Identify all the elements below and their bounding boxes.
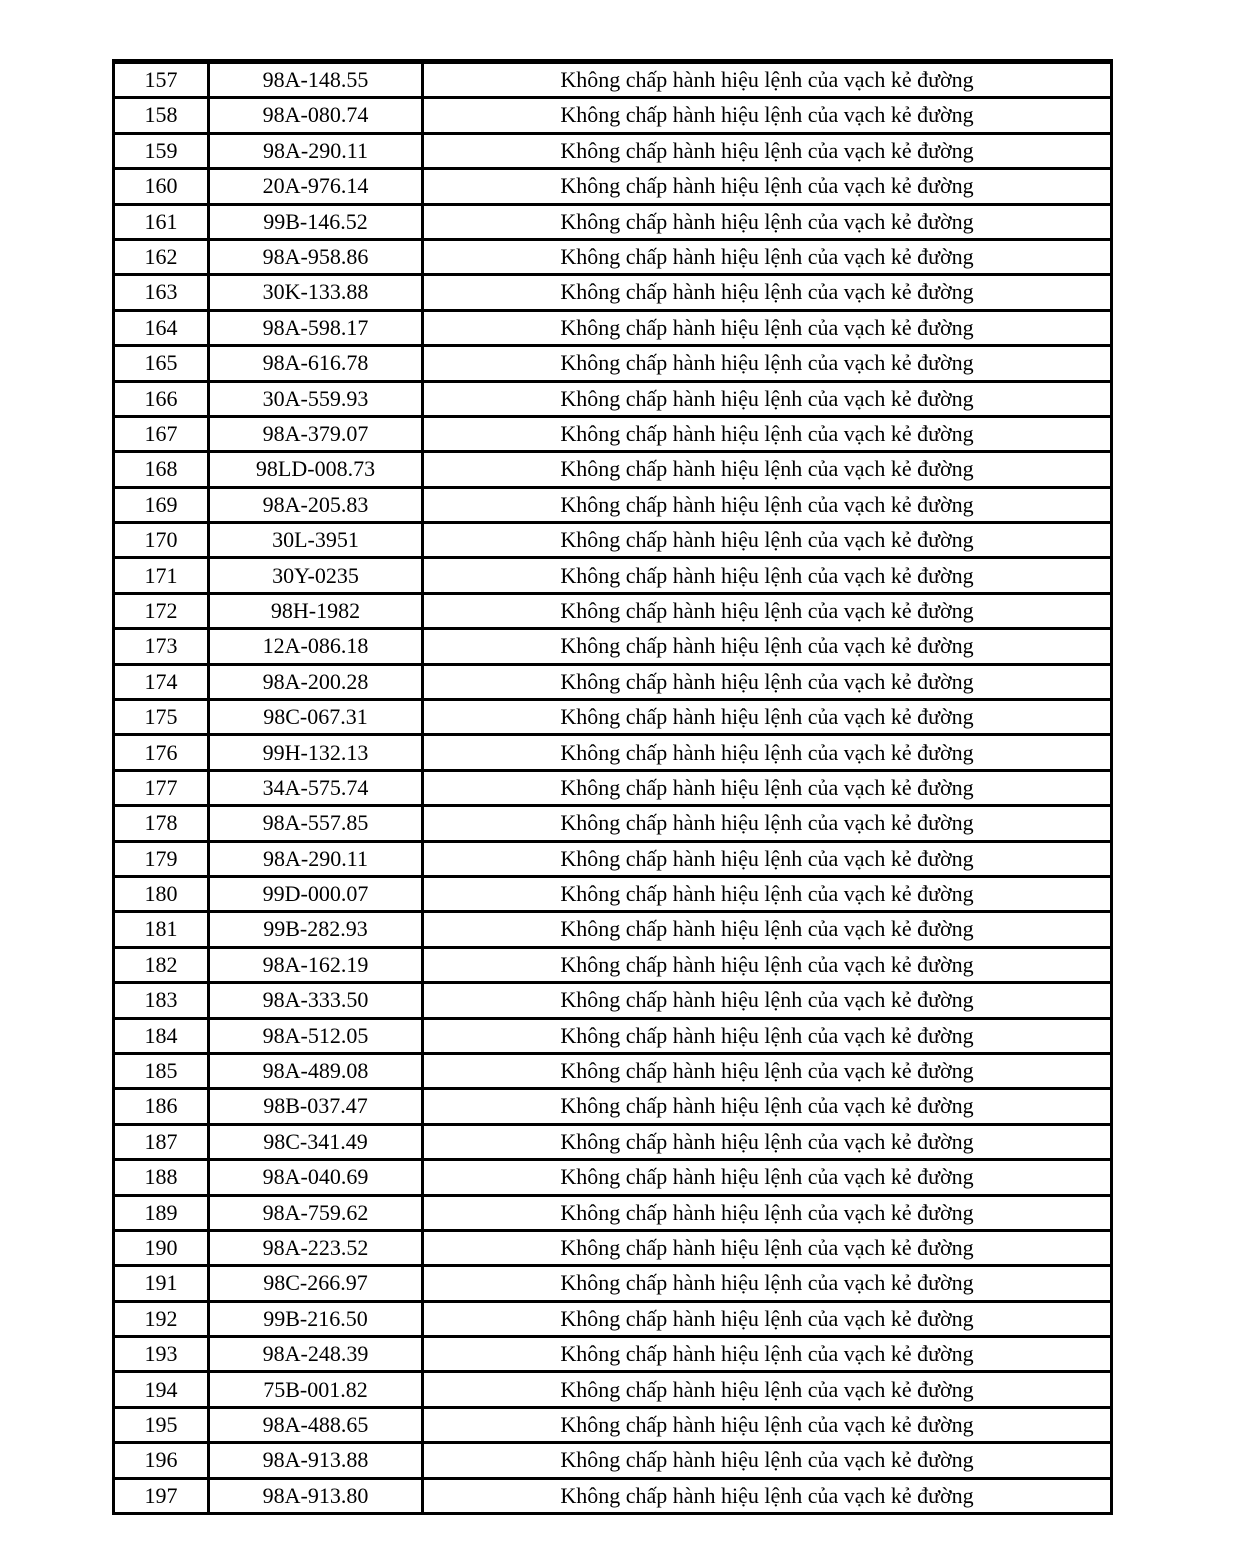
violation-cell: Không chấp hành hiệu lệnh của vạch kẻ đường [423,735,1112,770]
violation-cell: Không chấp hành hiệu lệnh của vạch kẻ đường [423,770,1112,805]
plate-cell: 98A-205.83 [209,487,423,522]
table-row [114,806,1112,841]
row-number-cell: 170 [114,523,209,558]
table-row [114,416,1112,451]
table-row [114,983,1112,1018]
violation-cell: Không chấp hành hiệu lệnh của vạch kẻ đường [423,1160,1112,1195]
row-number-cell: 184 [114,1018,209,1053]
table-row [114,1195,1112,1230]
plate-cell: 98A-200.28 [209,664,423,699]
plate-cell: 98A-040.69 [209,1160,423,1195]
table-row [114,381,1112,416]
table-row [114,1124,1112,1159]
violation-cell: Không chấp hành hiệu lệnh của vạch kẻ đường [423,1443,1112,1478]
row-number-cell: 169 [114,487,209,522]
violation-cell: Không chấp hành hiệu lệnh của vạch kẻ đường [423,98,1112,133]
plate-cell: 98A-557.85 [209,806,423,841]
row-number-cell: 176 [114,735,209,770]
violation-cell: Không chấp hành hiệu lệnh của vạch kẻ đường [423,523,1112,558]
violation-cell: Không chấp hành hiệu lệnh của vạch kẻ đường [423,806,1112,841]
plate-cell: 30Y-0235 [209,558,423,593]
plate-cell: 98A-759.62 [209,1195,423,1230]
plate-cell: 75B-001.82 [209,1372,423,1407]
plate-cell: 98A-598.17 [209,310,423,345]
row-number-cell: 161 [114,204,209,239]
table-row [114,700,1112,735]
plate-cell: 30A-559.93 [209,381,423,416]
row-number-cell: 195 [114,1407,209,1442]
plate-cell: 99H-132.13 [209,735,423,770]
violation-cell: Không chấp hành hiệu lệnh của vạch kẻ đường [423,169,1112,204]
row-number-cell: 189 [114,1195,209,1230]
row-number-cell: 185 [114,1053,209,1088]
row-number-cell: 183 [114,983,209,1018]
violation-cell: Không chấp hành hiệu lệnh của vạch kẻ đường [423,1372,1112,1407]
row-number-cell: 177 [114,770,209,805]
plate-cell: 99D-000.07 [209,876,423,911]
plate-cell: 98C-341.49 [209,1124,423,1159]
table-row [114,1230,1112,1265]
row-number-cell: 165 [114,346,209,381]
row-number-cell: 188 [114,1160,209,1195]
violation-cell: Không chấp hành hiệu lệnh của vạch kẻ đường [423,1478,1112,1513]
table-row [114,1478,1112,1513]
table-row [114,735,1112,770]
violation-cell: Không chấp hành hiệu lệnh của vạch kẻ đường [423,558,1112,593]
row-number-cell: 168 [114,452,209,487]
violation-cell: Không chấp hành hiệu lệnh của vạch kẻ đường [423,1195,1112,1230]
violation-cell: Không chấp hành hiệu lệnh của vạch kẻ đường [423,452,1112,487]
row-number-cell: 179 [114,841,209,876]
plate-cell: 98A-333.50 [209,983,423,1018]
table-row [114,1160,1112,1195]
plate-cell: 98A-512.05 [209,1018,423,1053]
table-row [114,876,1112,911]
violation-cell: Không chấp hành hiệu lệnh của vạch kẻ đường [423,664,1112,699]
table-row [114,841,1112,876]
table-row [114,62,1112,98]
violation-cell: Không chấp hành hiệu lệnh của vạch kẻ đường [423,1337,1112,1372]
violation-cell: Không chấp hành hiệu lệnh của vạch kẻ đường [423,62,1112,98]
table-row [114,664,1112,699]
plate-cell: 98C-266.97 [209,1266,423,1301]
plate-cell: 98LD-008.73 [209,452,423,487]
table-row [114,487,1112,522]
row-number-cell: 158 [114,98,209,133]
table-row [114,1089,1112,1124]
table-row [114,1018,1112,1053]
plate-cell: 98H-1982 [209,593,423,628]
violation-cell: Không chấp hành hiệu lệnh của vạch kẻ đường [423,416,1112,451]
plate-cell: 20A-976.14 [209,169,423,204]
table-row [114,1266,1112,1301]
plate-cell: 12A-086.18 [209,629,423,664]
table-row [114,523,1112,558]
plate-cell: 98C-067.31 [209,700,423,735]
violation-cell: Không chấp hành hiệu lệnh của vạch kẻ đường [423,912,1112,947]
table-row [114,629,1112,664]
violations-table-body [114,62,1112,1514]
row-number-cell: 190 [114,1230,209,1265]
violation-cell: Không chấp hành hiệu lệnh của vạch kẻ đường [423,947,1112,982]
plate-cell: 98A-958.86 [209,239,423,274]
table-row [114,169,1112,204]
plate-cell: 98A-913.80 [209,1478,423,1513]
row-number-cell: 157 [114,62,209,98]
row-number-cell: 172 [114,593,209,628]
violation-cell: Không chấp hành hiệu lệnh của vạch kẻ đường [423,1018,1112,1053]
violation-cell: Không chấp hành hiệu lệnh của vạch kẻ đường [423,983,1112,1018]
table-row [114,133,1112,168]
row-number-cell: 178 [114,806,209,841]
table-row [114,1443,1112,1478]
plate-cell: 30L-3951 [209,523,423,558]
plate-cell: 98A-488.65 [209,1407,423,1442]
row-number-cell: 182 [114,947,209,982]
table-row [114,1407,1112,1442]
violation-cell: Không chấp hành hiệu lệnh của vạch kẻ đường [423,133,1112,168]
violation-cell: Không chấp hành hiệu lệnh của vạch kẻ đường [423,487,1112,522]
row-number-cell: 167 [114,416,209,451]
table-row [114,239,1112,274]
row-number-cell: 160 [114,169,209,204]
violation-cell: Không chấp hành hiệu lệnh của vạch kẻ đường [423,629,1112,664]
plate-cell: 98A-162.19 [209,947,423,982]
row-number-cell: 186 [114,1089,209,1124]
violation-cell: Không chấp hành hiệu lệnh của vạch kẻ đường [423,593,1112,628]
table-row [114,593,1112,628]
table-row [114,310,1112,345]
violation-cell: Không chấp hành hiệu lệnh của vạch kẻ đường [423,310,1112,345]
row-number-cell: 194 [114,1372,209,1407]
plate-cell: 98A-616.78 [209,346,423,381]
violation-cell: Không chấp hành hiệu lệnh của vạch kẻ đường [423,700,1112,735]
table-row [114,204,1112,239]
table-row [114,1053,1112,1088]
plate-cell: 99B-282.93 [209,912,423,947]
violation-cell: Không chấp hành hiệu lệnh của vạch kẻ đường [423,1230,1112,1265]
table-row [114,346,1112,381]
table-row [114,98,1112,133]
plate-cell: 34A-575.74 [209,770,423,805]
table-row [114,1372,1112,1407]
row-number-cell: 171 [114,558,209,593]
row-number-cell: 181 [114,912,209,947]
violation-cell: Không chấp hành hiệu lệnh của vạch kẻ đường [423,1266,1112,1301]
table-row [114,770,1112,805]
violation-cell: Không chấp hành hiệu lệnh của vạch kẻ đường [423,876,1112,911]
violation-cell: Không chấp hành hiệu lệnh của vạch kẻ đường [423,841,1112,876]
plate-cell: 98A-290.11 [209,841,423,876]
plate-cell: 30K-133.88 [209,275,423,310]
table-row [114,947,1112,982]
violation-cell: Không chấp hành hiệu lệnh của vạch kẻ đường [423,1124,1112,1159]
plate-cell: 99B-146.52 [209,204,423,239]
row-number-cell: 192 [114,1301,209,1336]
plate-cell: 98B-037.47 [209,1089,423,1124]
plate-cell: 98A-223.52 [209,1230,423,1265]
table-row [114,1337,1112,1372]
violation-cell: Không chấp hành hiệu lệnh của vạch kẻ đường [423,1089,1112,1124]
violation-cell: Không chấp hành hiệu lệnh của vạch kẻ đường [423,275,1112,310]
violation-cell: Không chấp hành hiệu lệnh của vạch kẻ đường [423,1301,1112,1336]
violation-cell: Không chấp hành hiệu lệnh của vạch kẻ đường [423,239,1112,274]
plate-cell: 98A-913.88 [209,1443,423,1478]
row-number-cell: 197 [114,1478,209,1513]
plate-cell: 99B-216.50 [209,1301,423,1336]
row-number-cell: 180 [114,876,209,911]
row-number-cell: 173 [114,629,209,664]
row-number-cell: 166 [114,381,209,416]
row-number-cell: 191 [114,1266,209,1301]
plate-cell: 98A-290.11 [209,133,423,168]
table-row [114,275,1112,310]
plate-cell: 98A-148.55 [209,62,423,98]
row-number-cell: 163 [114,275,209,310]
row-number-cell: 164 [114,310,209,345]
row-number-cell: 174 [114,664,209,699]
table-row [114,558,1112,593]
plate-cell: 98A-080.74 [209,98,423,133]
plate-cell: 98A-248.39 [209,1337,423,1372]
violation-cell: Không chấp hành hiệu lệnh của vạch kẻ đường [423,1053,1112,1088]
table-row [114,452,1112,487]
row-number-cell: 193 [114,1337,209,1372]
violation-cell: Không chấp hành hiệu lệnh của vạch kẻ đường [423,1407,1112,1442]
plate-cell: 98A-489.08 [209,1053,423,1088]
row-number-cell: 162 [114,239,209,274]
table-row [114,1301,1112,1336]
violation-cell: Không chấp hành hiệu lệnh của vạch kẻ đường [423,346,1112,381]
plate-cell: 98A-379.07 [209,416,423,451]
violations-table [112,59,1113,1515]
row-number-cell: 175 [114,700,209,735]
row-number-cell: 196 [114,1443,209,1478]
row-number-cell: 159 [114,133,209,168]
row-number-cell: 187 [114,1124,209,1159]
table-row [114,912,1112,947]
violation-cell: Không chấp hành hiệu lệnh của vạch kẻ đường [423,381,1112,416]
violation-cell: Không chấp hành hiệu lệnh của vạch kẻ đường [423,204,1112,239]
